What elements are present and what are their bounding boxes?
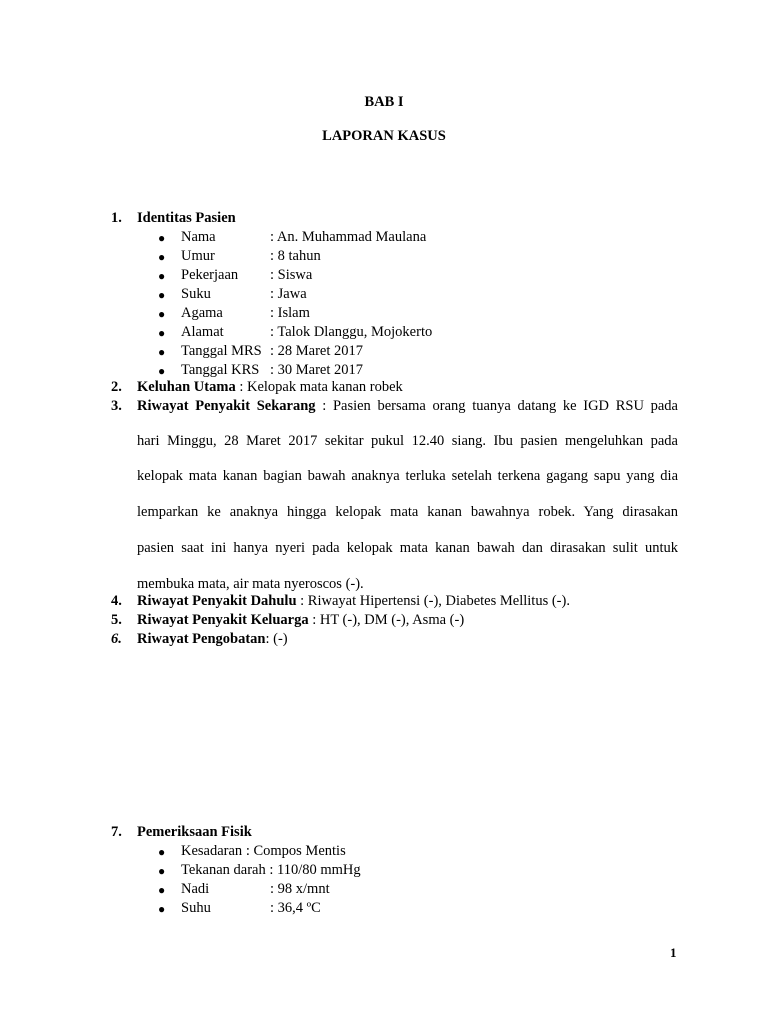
item-label: Tekanan darah — [181, 862, 266, 878]
item-label: Umur — [181, 248, 215, 264]
section-number: 4. — [111, 593, 122, 609]
item-value: : 30 Maret 2017 — [270, 362, 364, 378]
section-number: 5. — [111, 612, 122, 628]
item-value: : 28 Maret 2017 — [270, 343, 364, 359]
item-label: Nama — [181, 229, 216, 245]
paragraph-line: membuka mata, air mata nyeroscos (-). — [137, 576, 364, 592]
section-line — [137, 630, 288, 649]
section-line — [137, 611, 464, 630]
bullet-icon: ● — [158, 231, 166, 245]
paragraph-line: pasien saat ini hanya nyeri pada kelopak mata kanan bawah dan dirasakan sulit untuk — [137, 540, 678, 556]
item-label: Suku — [181, 286, 211, 302]
section-number: 1. — [111, 210, 122, 226]
section-title: Riwayat Penyakit Sekarang — [137, 398, 316, 414]
item-label: Agama — [181, 305, 223, 321]
section-text: : HT (-), DM (-), Asma (-) — [308, 612, 465, 628]
bullet-icon: ● — [158, 288, 166, 302]
page-title: LAPORAN KASUS — [322, 128, 446, 144]
section-number: 2. — [111, 379, 122, 395]
bullet-icon: ● — [158, 845, 166, 859]
section-line — [137, 592, 570, 611]
item-value: : An. Muhammad Maulana — [270, 229, 427, 245]
item-value: : 36,4 ºC — [270, 900, 321, 916]
page-number: 1 — [670, 945, 677, 960]
paragraph-line — [137, 397, 678, 416]
item-label: Nadi — [181, 881, 210, 897]
item-value: : Jawa — [270, 286, 307, 302]
section-number: 7. — [111, 824, 122, 840]
paragraph-line: kelopak mata kanan bagian bawah anaknya terluka setelah terkena gagang sapu yang dia — [137, 468, 678, 484]
bullet-icon: ● — [158, 902, 166, 916]
item-label: Alamat — [181, 324, 224, 340]
bullet-icon: ● — [158, 364, 166, 378]
paragraph-text: : Pasien bersama orang tuanya datang ke IGD RSU pada — [315, 398, 678, 414]
section-title: Keluhan Utama — [137, 379, 236, 395]
item-label: Suhu — [181, 900, 211, 916]
item-value: : Talok Dlanggu, Mojokerto — [270, 324, 433, 340]
item-value: : 98 x/mnt — [270, 881, 330, 897]
item-value: : 110/80 mmHg — [265, 862, 361, 878]
bullet-icon: ● — [158, 307, 166, 321]
section-number: 3. — [111, 398, 122, 414]
paragraph-line: hari Minggu, 28 Maret 2017 sekitar pukul 12.40 siang. Ibu pasien mengeluhkan pada — [137, 433, 678, 449]
paragraph-line: lemparkan ke anaknya hingga kelopak mata kanan bawahnya robek. Yang dirasakan — [137, 504, 678, 520]
item-value: : Islam — [270, 305, 310, 321]
item-label: Kesadaran — [181, 843, 243, 859]
bullet-icon: ● — [158, 345, 166, 359]
item-label: Tanggal MRS — [181, 343, 262, 359]
bullet-icon: ● — [158, 269, 166, 283]
item-line — [181, 861, 361, 880]
chapter-heading: BAB I — [364, 94, 404, 110]
item-label: Pekerjaan — [181, 267, 239, 283]
bullet-icon: ● — [158, 326, 166, 340]
bullet-icon: ● — [158, 864, 166, 878]
section-title: Riwayat Penyakit Keluarga — [137, 612, 309, 628]
section-title: Pemeriksaan Fisik — [137, 824, 252, 840]
item-label: Tanggal KRS — [181, 362, 260, 378]
section-number: 6. — [111, 631, 122, 647]
section-title: Riwayat Penyakit Dahulu — [137, 593, 297, 609]
item-value: : Compos Mentis — [242, 843, 346, 859]
section-title: Riwayat Pengobatan — [137, 631, 266, 647]
item-line — [181, 842, 346, 861]
item-value: : 8 tahun — [270, 248, 321, 264]
section-text: : Riwayat Hipertensi (-), Diabetes Mellitus (-). — [296, 593, 570, 609]
section-text: : Kelopak mata kanan robek — [235, 379, 403, 395]
bullet-icon: ● — [158, 250, 166, 264]
section-text: : (-) — [265, 631, 288, 647]
section-title: Identitas Pasien — [137, 210, 236, 226]
item-value: : Siswa — [270, 267, 313, 283]
section-line — [137, 378, 403, 397]
bullet-icon: ● — [158, 883, 166, 897]
